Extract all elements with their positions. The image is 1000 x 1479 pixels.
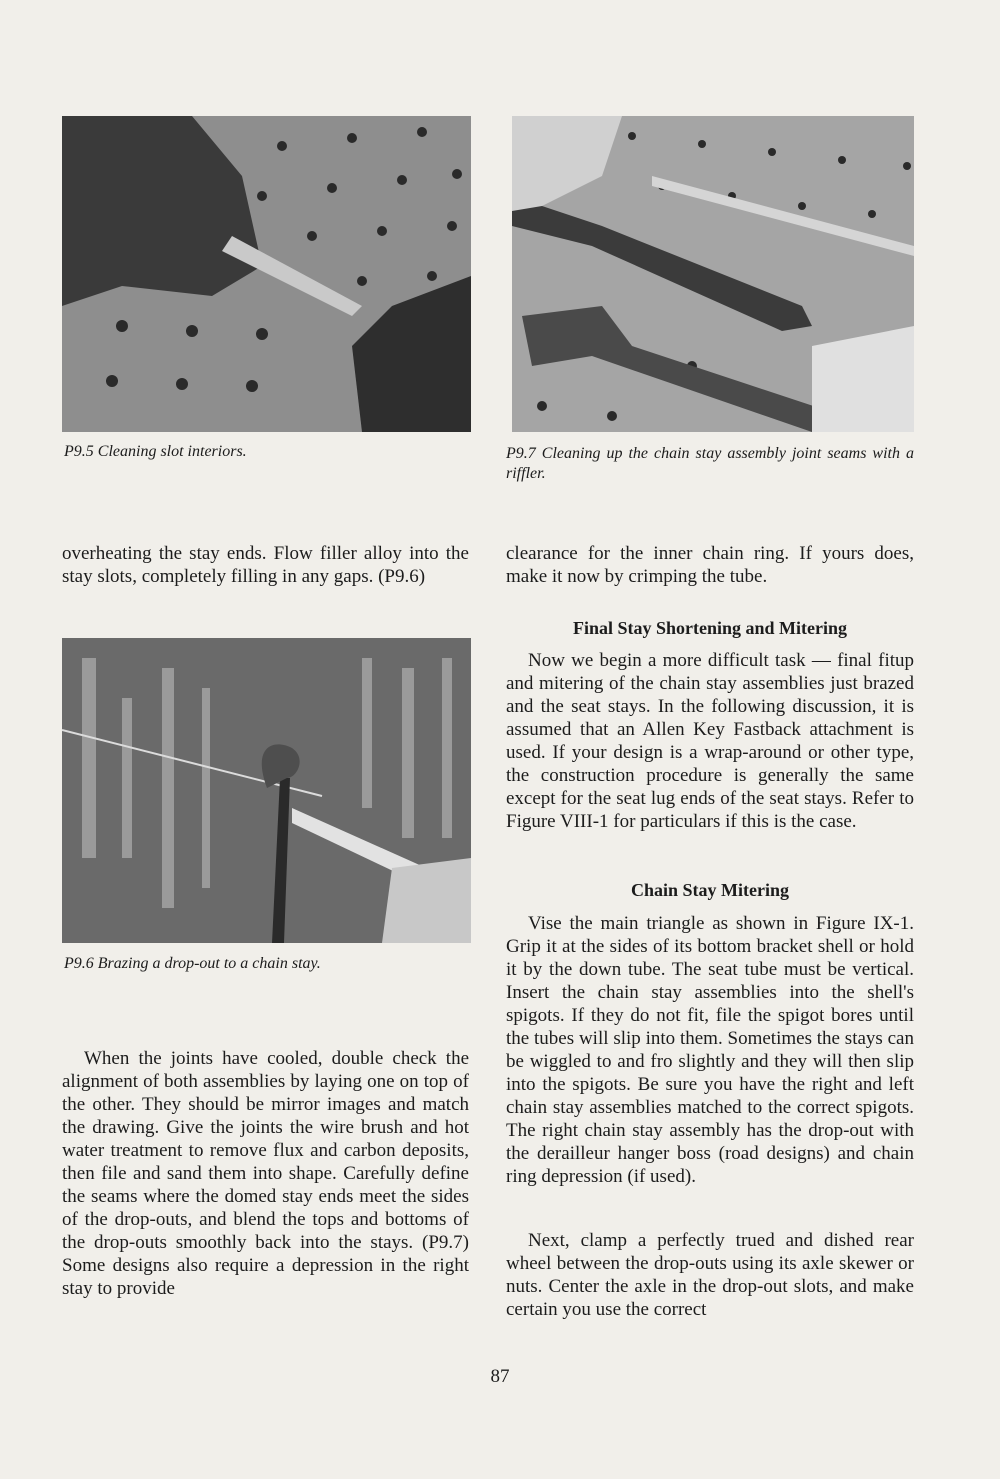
photo-p9-5-image — [62, 116, 471, 432]
right-paragraph-3: Vise the main triangle as shown in Figure IX-1. Grip it at the sides of its bottom bracket shell or hold it by the down tube. The seat tube must be vertical. Insert the chain stay assemblies into the shell's spigots. If they do not fit, file the spigot bores until the tubes will slip into them. Sometimes the stays can be wiggled to and fro slightly and they will then slip into the spigots. Be sure you have the right and left chain stay assemblies matched to the correct spigots. The right chain stay assembly has the drop-out with the derailleur hanger boss (road designs) and chain ring depression (if used). — [506, 913, 914, 1187]
caption-p9-7: P9.7 Cleaning up the chain stay assembly joint seams with a riffler. — [506, 445, 914, 482]
heading-chain-stay-mitering: Chain Stay Mitering — [630, 880, 789, 900]
right-paragraph-1: clearance for the inner chain ring. If yours does, make it now by crimping the tube. — [506, 543, 914, 587]
left-paragraph-2: When the joints have cooled, double check the alignment of both assemblies by laying one on top of the other. They should be mirror images and match the drawing. Give the joints the wire brush and hot water treatment to remove flux and carbon deposits, then file and sand them into shape. Carefully define the seams where the domed stay ends meet the sides of the drop-outs, and blend the tops and bottoms of the drop-outs smoothly back into the stays. (P9.7) Some designs also require a depression in the right stay to provide — [62, 1048, 469, 1299]
caption-p9-5: P9.5 Cleaning slot interiors. — [64, 443, 247, 460]
photo-p9-7 — [512, 116, 914, 432]
page-number: 87 — [490, 1366, 510, 1387]
left-paragraph-1: overheating the stay ends. Flow filler alloy into the stay slots, completely filling in any gaps. (P9.6) — [62, 543, 469, 587]
heading-final-stay-shortening: Final Stay Shortening and Mitering — [572, 618, 848, 638]
caption-p9-6: P9.6 Brazing a drop-out to a chain stay. — [64, 955, 321, 972]
photo-p9-7-image — [512, 116, 914, 432]
photo-p9-6 — [62, 638, 471, 943]
right-paragraph-2: Now we begin a more difficult task — final fitup and mitering of the chain stay assemblies just brazed and the seat stays. In the following discussion, it is assumed that an Allen Key Fastback attachment is used. If your design is a wrap-around or other type, the construction procedure is generally the same except for the seat lug ends of the seat stays. Refer to Figure VIII-1 for particulars if this is the case. — [506, 650, 914, 832]
photo-p9-6-image — [62, 638, 471, 943]
right-paragraph-4: Next, clamp a perfectly trued and dished rear wheel between the drop-outs using its axle skewer or nuts. Center the axle in the drop-out slots, and make certain you use the correct — [506, 1230, 914, 1320]
photo-p9-5 — [62, 116, 471, 432]
